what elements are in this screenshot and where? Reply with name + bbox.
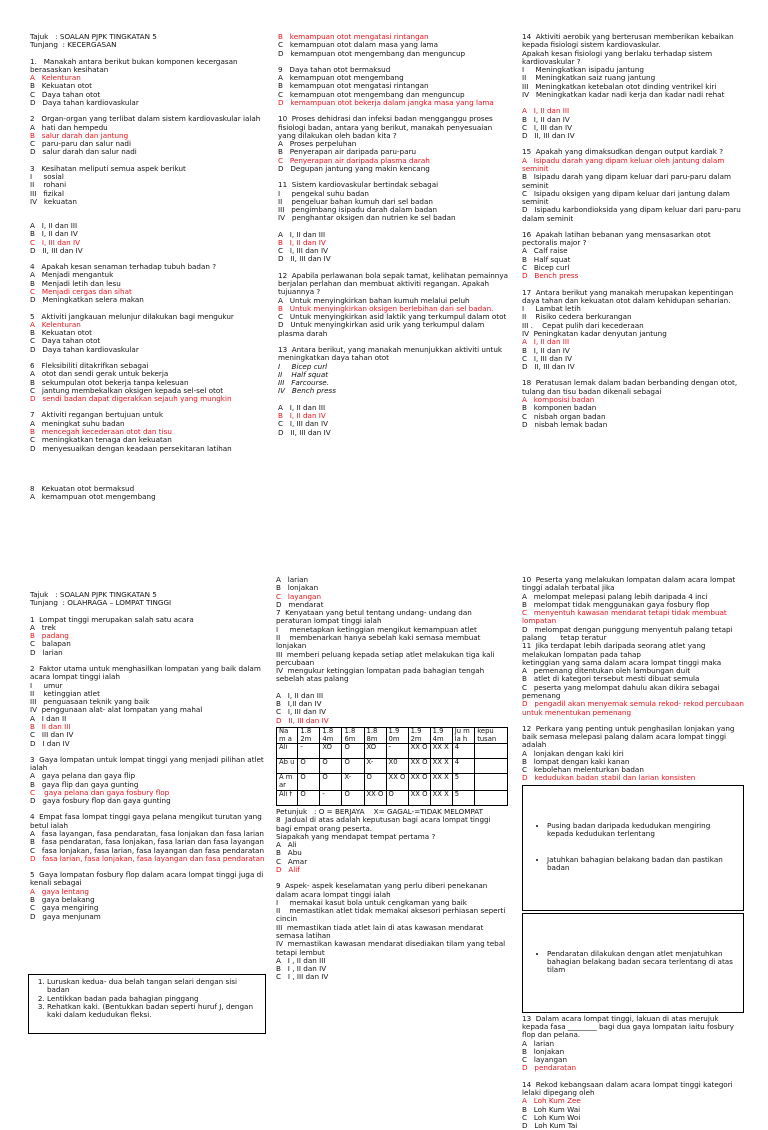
p2-q14-opt-d: D Loh Kum Tai bbox=[522, 1121, 578, 1130]
p1-q15-opt-b: B Isipadu darah yang dipam keluar dari paru-paru dalam seminit bbox=[522, 172, 734, 190]
p1-q6-opt-c: C jantung membekalkan oksigen kepada sel-sel otot bbox=[30, 385, 224, 395]
p1-q7-opt-b: B mencegah kecederaan otot dan tisu bbox=[30, 426, 172, 436]
table-cell: 5 bbox=[452, 774, 475, 791]
table-cell: X- bbox=[342, 774, 364, 791]
p1-q14-item-4: IV Meningkatkan kadar nadi kerja dan kadar nadi rehat bbox=[522, 89, 725, 99]
p2-q9-item-1: I memakai kasut bola untuk cengkaman yang baik bbox=[276, 897, 467, 907]
table-cell: - bbox=[320, 791, 342, 806]
p1-q4: 4 Apakah kesan senaman terhadap tubuh badan ? bbox=[30, 262, 217, 272]
p1-q5: 5 Aktiviti jangkauan melunjur dilakukan bagi mengukur bbox=[30, 311, 234, 321]
p2-q6-opt-c: C layangan bbox=[276, 591, 322, 601]
table-header-cell: 1.9 4m bbox=[430, 727, 452, 744]
p1-q8-opt-c: C kemampuan otot dalam masa yang lama bbox=[278, 40, 439, 50]
p2-q4-opt-b: B fasa pendaratan, fasa lonjakan, fasa larian dan fasa layangan bbox=[30, 837, 264, 847]
p2-q7-item-3: III memberi peluang kepada setiap atlet melakukan tiga kali percubaan bbox=[276, 649, 497, 667]
p1-q2: 2 Organ-organ yang terlibat dalam sistem kardiovaskular ialah bbox=[30, 114, 261, 124]
p2-q4-opt-a: A fasa layangan, fasa pendaratan, fasa lonjakan dan fasa larian bbox=[30, 829, 264, 839]
table-cell bbox=[475, 759, 508, 774]
p1-q13-item-3: III Farcourse. bbox=[278, 378, 330, 388]
p1-q13-opt-d: D II, III dan IV bbox=[278, 427, 331, 437]
p1-q3-item-3: III fizikal bbox=[30, 188, 64, 198]
p1-q18-opt-b: B komponen badan bbox=[522, 403, 597, 413]
p1-q18-opt-d: D nisbah lemak badan bbox=[522, 419, 608, 429]
p2-q7-opt-b: B I,II dan IV bbox=[276, 698, 322, 708]
table-cell: - bbox=[298, 744, 320, 759]
p1-q17-opt-b: B I, II dan IV bbox=[522, 345, 570, 355]
p1-q2-opt-b: B salur darah dan jantung bbox=[30, 130, 129, 140]
table-row bbox=[277, 744, 508, 759]
table-header-cell: 1.8 6m bbox=[342, 727, 364, 744]
page1-column-1 bbox=[30, 33, 262, 501]
p1-q3-opt-b: B I, II dan IV bbox=[30, 229, 78, 239]
p1-q10: 10 Proses dehidrasi dan infeksi badan mengganggu proses fisiologi badan, antara yang berikut, manakah penyesuaian yang dilakukan oleh badan kita ? bbox=[278, 114, 496, 140]
p2-q13-opt-c: C layangan bbox=[522, 1055, 568, 1065]
table-cell: O bbox=[342, 744, 364, 759]
table-header-row bbox=[277, 727, 508, 744]
p1-q6-opt-a: A otot dan sendi gerak untuk bekerja bbox=[30, 369, 169, 379]
p1-q4-opt-d: D Meningkatkan selera makan bbox=[30, 295, 144, 305]
p2-q1-opt-c: C balapan bbox=[30, 639, 71, 649]
p1-q17-opt-c: C I, III dan IV bbox=[522, 353, 573, 363]
p1-q9-opt-d: D kemampuan otot bekerja dalam jangka masa yang lama bbox=[278, 97, 494, 107]
p2-q9-opt-c: C I , III dan IV bbox=[276, 972, 329, 982]
p1-q9: 9 Daya tahan otot bermaksud bbox=[278, 64, 391, 74]
p1-q13-opt-c: C I, III dan IV bbox=[278, 419, 329, 429]
p2-q14-opt-b: B Loh Kum Wai bbox=[522, 1104, 581, 1114]
p1-q2-opt-a: A hati dan hempedu bbox=[30, 122, 108, 132]
p2-q3-opt-b: B gaya flip dan gaya gunting bbox=[30, 779, 139, 789]
p1-q1: 1. Manakah antara berikut bukan komponen kecergasan berasaskan kesihatan bbox=[30, 56, 240, 74]
p1-q1-opt-b: B Kekuatan otot bbox=[30, 81, 92, 91]
p2-q3-opt-d: D gaya fosbury flop dan gaya gunting bbox=[30, 796, 171, 806]
p2-phase-box-2 bbox=[522, 913, 744, 1013]
p1-q16-opt-d: D Bench press bbox=[522, 271, 579, 281]
p1-q15-opt-d: D Isipadu karbondioksida yang dipam keluar dari paru-paru dalam seminit bbox=[522, 205, 744, 223]
p2-q7-item-2: II membenarkan hanya sebelah kaki semasa membuat lonjakan bbox=[276, 632, 483, 651]
p1-q15-opt-a: A Isipadu darah yang dipam keluar oleh jantung dalam seminit bbox=[522, 155, 727, 173]
p2-q4-opt-c: C fasa lonjakan, fasa larian, fasa layangan dan fasa pendaratan bbox=[30, 845, 265, 855]
p2-q2-opt-d: D I dan IV bbox=[30, 738, 70, 748]
p1-q5-opt-c: C Daya tahan otot bbox=[30, 336, 101, 346]
p1-q6-opt-b: B sekumpulan otot bekerja tanpa kelesuan bbox=[30, 377, 189, 387]
table-cell: XO bbox=[320, 744, 342, 759]
p2-q8-opt-c: C Amar bbox=[276, 856, 308, 866]
table-cell bbox=[475, 774, 508, 791]
p1-q18: 18 Peratusan lemak dalam badan berbanding dengan otot, tulang dan tisu badan dikenali sebagai bbox=[522, 378, 740, 396]
p2-q5-opt-a: A gaya lentang bbox=[30, 886, 89, 896]
table-cell: O bbox=[320, 774, 342, 791]
p2-phase-box-1-item-2: • Jatuhkan bahagian belakang badan dan pastikan badan bbox=[547, 856, 737, 873]
p2-title: Tajuk : SOALAN PJPK TINGKATAN 5 bbox=[30, 590, 157, 599]
p2-q5-opt-b: B gaya belakang bbox=[30, 895, 95, 904]
p1-q5-opt-b: B Kekuatan otot bbox=[30, 328, 92, 338]
p1-q13-item-2: II Half squat bbox=[278, 369, 329, 379]
p1-q17: 17 Antara berikut yang manakah merupakan kepentingan daya tahan dan kekuatan otot dalam kehidupan seharian. bbox=[522, 287, 736, 305]
p2-q7-item-1: I menetapkan ketinggian mengikut kemampuan atlet bbox=[276, 624, 477, 634]
table-cell: 5 bbox=[452, 791, 475, 806]
p1-q11-opt-d: D II, III dan IV bbox=[278, 254, 331, 264]
p2-q11-opt-d: D pengadil akan menyemak semula rekod- rekod percubaan untuk menentukan pemenang bbox=[522, 699, 756, 717]
p1-q14-opt-d: D II, III dan IV bbox=[522, 131, 575, 141]
table-cell: O bbox=[364, 774, 386, 791]
p1-q11-opt-a: A I, II dan III bbox=[278, 229, 326, 239]
p2-q8-opt-b: B Abu bbox=[276, 848, 302, 858]
p1-q7-opt-d: D menyesuaikan dengan keadaan persekitaran latihan bbox=[30, 443, 232, 453]
p1-q9-opt-c: C kemampuan otot mengembang dan menguncup bbox=[278, 89, 465, 99]
p2-q13-opt-b: B lonjakan bbox=[522, 1046, 565, 1056]
p2-q3: 3 Gaya lompatan untuk lompat tinggi yang menjadi pilihan atlet ialah bbox=[30, 754, 267, 773]
p2-q1: 1 Lompat tinggi merupakan salah satu acara bbox=[30, 614, 194, 624]
p2-q5-opt-d: D gaya menjunam bbox=[30, 911, 101, 921]
p2-q8-opt-a: A Ali bbox=[276, 840, 297, 850]
p1-q6-opt-d: D sendi badan dapat digerakkan sejauh yang mungkin bbox=[30, 394, 232, 404]
p2-q1-opt-d: D larian bbox=[30, 647, 63, 657]
table-cell: Ali f bbox=[277, 791, 298, 806]
table-cell bbox=[475, 791, 508, 806]
p2-phase-box-1 bbox=[522, 785, 744, 911]
p2-q10-opt-b: B melompat tidak menggunakan gaya fosbury flop bbox=[522, 599, 710, 609]
p2-q11-opt-b: B atlet di kategori tersebut mesti dibuat semula bbox=[522, 674, 700, 684]
p2-q10-opt-d: D melompat dengan punggung menyentuh palang tetapi palang tetap teratur bbox=[522, 624, 735, 642]
table-cell bbox=[475, 744, 508, 759]
p2-phase-box-1-item-1: • Pusing badan daripada kedudukan mengiring kepada kedudukan terlentang bbox=[547, 822, 737, 839]
p2-q1-opt-b: B padang bbox=[30, 631, 69, 641]
p1-q4-opt-c: C Menjadi cergas dan sihat bbox=[30, 287, 132, 297]
p1-q17-item-2: II Risiko cedera berkurangan bbox=[522, 312, 632, 322]
p1-q11-opt-c: C I, III dan IV bbox=[278, 246, 329, 256]
p1-q9-opt-a: A kemampuan otot mengembang bbox=[278, 73, 404, 83]
p1-q1-opt-c: C Daya tahan otot bbox=[30, 89, 101, 99]
table-cell: X0 bbox=[386, 759, 408, 774]
p1-q11-item-2: II pengeluar bahan kumuh dari sel badan bbox=[278, 196, 433, 206]
p1-q12-opt-a: A Untuk menyingkirkan bahan kumuh melalui peluh bbox=[278, 295, 470, 305]
p2-q7-opt-d: D II, III dan IV bbox=[276, 715, 329, 725]
p1-q14-opt-a: A I, II dan III bbox=[522, 106, 570, 116]
table-cell: 4 bbox=[452, 759, 475, 774]
p1-q7-opt-a: A meningkat suhu badan bbox=[30, 418, 125, 428]
p2-q9-item-2: II memastikan atlet tidak memakai aksesori perhiasan seperti cincin bbox=[276, 906, 520, 924]
p1-q13: 13 Antara berikut, yang manakah menunjukkan aktiviti untuk meningkatkan daya tahan otot bbox=[278, 345, 505, 363]
table-row bbox=[277, 791, 508, 806]
p2-q14-opt-a: A Loh Kum Zee bbox=[522, 1096, 581, 1106]
p2-q2-item-4: IV penggunaan alat- alat lompatan yang mahal bbox=[30, 705, 203, 715]
p1-q3-opt-a: A I, II dan III bbox=[30, 221, 78, 231]
p2-q11-stem: ketinggian yang sama dalam acara lompat tinggi maka bbox=[522, 657, 722, 667]
table-row bbox=[277, 774, 508, 791]
p2-q4: 4 Empat fasa lompat tinggi gaya pelana mengikut turutan yang betul ialah bbox=[30, 812, 265, 830]
p1-q8-opt-d: D kemampuan otot mengembang dan menguncup bbox=[278, 48, 466, 58]
table-cell: A m ar bbox=[277, 774, 298, 791]
p2-q8-stem: Siapakah yang mendapat tempat pertama ? bbox=[276, 831, 436, 841]
table-cell: O bbox=[298, 791, 320, 806]
p1-q14: 14 Aktiviti aerobik yang berterusan memberikan kebaikan kepada fisiologi sistem kardiovaskular. bbox=[522, 32, 736, 50]
p2-q11-opt-c: C peserta yang melompat dahulu akan dikira sebagai pemenang bbox=[522, 682, 722, 700]
p1-q3: 3 Kesihatan meliputi semua aspek berikut bbox=[30, 163, 186, 173]
p1-q10-opt-a: A Proses perpeluhan bbox=[278, 139, 357, 149]
p2-q8-opt-d: D Alif bbox=[276, 865, 300, 874]
p1-q16-opt-c: C Bicep curl bbox=[522, 263, 570, 273]
p1-q11-item-1: I pengekal suhu badan bbox=[278, 188, 369, 198]
p1-q17-item-1: I Lambat letih bbox=[522, 304, 581, 314]
p1-q10-opt-b: B Penyerapan air daripada paru-paru bbox=[278, 147, 417, 157]
p2-phase-box-2-item-1: • Pendaratan dilakukan dengan atlet menjatuhkan bahagian belakang badan secara terlentang di atas tilam bbox=[547, 950, 737, 975]
p1-q16-opt-b: B Half squat bbox=[522, 254, 571, 264]
p1-q17-opt-a: A I, II dan III bbox=[522, 337, 570, 347]
table-row bbox=[277, 759, 508, 774]
p2-q12-opt-a: A lonjakan dengan kaki kiri bbox=[522, 748, 624, 758]
p2-q10: 10 Peserta yang melakukan lompatan dalam acara lompat tinggi adalah terbatal jika bbox=[522, 575, 738, 593]
table-cell: XX X bbox=[430, 774, 452, 791]
table-cell: XX X bbox=[430, 759, 452, 774]
p1-q2-opt-c: C paru-paru dan salur nadi bbox=[30, 139, 131, 149]
page1-column-3 bbox=[522, 33, 744, 429]
p1-q17-item-3: III . Cepat pulih dari kecederaan bbox=[522, 320, 644, 330]
table-header-cell: 1.9 2m bbox=[408, 727, 430, 744]
p1-q15: 15 Apakah yang dimaksudkan dengan output kardiak ? bbox=[522, 147, 724, 157]
p2-q9: 9 Aspek- aspek keselamatan yang perlu diberi penekanan dalam acara lompat tinggi ialah bbox=[276, 881, 490, 899]
p1-q4-opt-b: B Menjadi letih dan lesu bbox=[30, 278, 121, 288]
p2-q7: 7 Kenyataan yang betul tentang undang- undang dan peraturan lompat tinggi ialah bbox=[276, 608, 475, 626]
p1-q14-opt-c: C I, III dan IV bbox=[522, 122, 573, 132]
p1-q17-opt-d: D II, III dan IV bbox=[522, 362, 575, 372]
table-cell: X- bbox=[364, 759, 386, 774]
p1-q16-opt-a: A Calf raise bbox=[522, 246, 568, 256]
p2-step-1: 1. Luruskan kedua- dua belah tangan selari dengan sisi badan bbox=[47, 978, 261, 995]
p1-q11: 11 Sistem kardiovaskular bertindak sebagai bbox=[278, 180, 439, 190]
p2-q2-opt-c: C III dan IV bbox=[30, 730, 74, 740]
p1-q15-opt-c: C Isipadu oksigen yang dipam keluar dari jantung dalam seminit bbox=[522, 188, 733, 207]
p1-q12-opt-c: C Untuk menyingkirkan asid laktik yang terkumpul dalam otot bbox=[278, 312, 507, 322]
p1-q4-opt-a: A Menjadi mengantuk bbox=[30, 270, 114, 280]
p2-q10-opt-a: A melompat melepasi palang lebih daripada 4 inci bbox=[522, 591, 708, 601]
table-header-cell: 1.8 4m bbox=[320, 727, 342, 744]
p1-q8: 8 Kekuatan otot bermaksud bbox=[30, 483, 135, 493]
p1-q11-item-4: IV penghantar oksigen dan nutrien ke sel badan bbox=[278, 213, 456, 223]
table-cell: XX O bbox=[386, 774, 408, 791]
table-cell: XX O bbox=[408, 791, 430, 806]
p1-q3-opt-c: C I, III dan IV bbox=[30, 237, 81, 247]
p1-q14-stem: Apakah kesan fisiologi yang berlaku terhadap sistem kardiovaskular ? bbox=[522, 48, 715, 66]
p2-q2-item-3: III penguasaan teknik yang baik bbox=[30, 697, 150, 707]
table-header-cell: Ju m la h bbox=[452, 727, 475, 744]
table-header-cell: 1.9 0m bbox=[386, 727, 408, 744]
p2-q9-item-4: IV memastikan kawasan mendarat disediakan tilam yang tebal tetapi lembut bbox=[276, 939, 519, 957]
p2-q12-opt-b: B lompat dengan kaki kanan bbox=[522, 756, 630, 766]
p2-q2-item-2: II ketinggian atlet bbox=[30, 688, 100, 698]
table-cell: XX X bbox=[430, 744, 452, 759]
p2-q4-opt-d: D fasa larian, fasa lonjakan, fasa layangan dan fasa pendaratan bbox=[30, 853, 265, 863]
p1-q14-item-1: I Meningkatkan isipadu jantung bbox=[522, 65, 644, 75]
p2-q5: 5 Gaya lompatan fosbury flop dalam acara lompat tinggi juga di kenali sebagai bbox=[30, 870, 266, 888]
table-header-cell: Na m a bbox=[277, 727, 298, 744]
p2-q12-opt-c: C kebolehan melenturkan badan bbox=[522, 765, 644, 775]
p1-q1-opt-a: A Kelenturan bbox=[30, 73, 81, 83]
p1-q14-item-3: III Meningkatkan ketebalan otot dinding ventrikel kiri bbox=[522, 81, 717, 91]
p2-step-2: 2. Lentikkan badan pada bahagian pinggang bbox=[47, 995, 261, 1003]
p1-q14-opt-b: B I, II dan IV bbox=[522, 114, 570, 124]
p1-q10-opt-d: D Degupan jantung yang makin kencang bbox=[278, 163, 430, 173]
p2-q9-opt-a: A I , II dan III bbox=[276, 955, 326, 965]
p1-q5-opt-a: A Kelenturan bbox=[30, 319, 81, 329]
table-cell: O bbox=[342, 791, 364, 806]
table-cell: 4 bbox=[452, 744, 475, 759]
p2-q11: 11 Jika terdapat lebih daripada seorang atlet yang melakukan lompatan pada tahap bbox=[522, 641, 708, 659]
p1-q18-opt-a: A komposisi badan bbox=[522, 394, 595, 404]
results-table bbox=[276, 727, 508, 806]
table-header-cell: 1.8 8m bbox=[364, 727, 386, 744]
p2-step-3: 3. Rehatkan kaki. (Bentukkan badan seperti huruf J, dengan kaki dalam kedudukan fleksi. bbox=[47, 1003, 261, 1020]
p2-q3-opt-c: C gaya pelana dan gaya fosbury flop bbox=[30, 787, 170, 797]
p2-q2: 2 Faktor utama untuk menghasilkan lompatan yang baik dalam acara lompat tinggi ialah bbox=[30, 663, 264, 682]
p2-q14-opt-c: C Loh Kum Woi bbox=[522, 1112, 581, 1122]
p1-q13-opt-a: A I, II dan III bbox=[278, 402, 326, 412]
table-cell: XX O bbox=[408, 774, 430, 791]
p2-q9-opt-b: B I , II dan IV bbox=[276, 964, 327, 974]
p1-q5-opt-d: D Daya tahan kardiovaskular bbox=[30, 344, 139, 354]
p1-q9-opt-b: B kemampuan otot mengatasi rintangan bbox=[278, 81, 429, 91]
table-cell: O bbox=[320, 759, 342, 774]
page2-column-3 bbox=[522, 575, 756, 1130]
p2-q1-opt-a: A trek bbox=[30, 622, 56, 632]
p2-q6-opt-b: B lonjakan bbox=[276, 583, 319, 593]
p2-q13-opt-d: D pendaratan bbox=[522, 1063, 577, 1073]
table-cell: Ab u bbox=[277, 759, 298, 774]
p2-q14: 14 Rekod kebangsaan dalam acara lompat tinggi kategori lelaki dipegang oleh bbox=[522, 1079, 735, 1098]
p1-q16: 16 Apakah latihan bebanan yang mensasarkan otot pectoralis major ? bbox=[522, 229, 713, 248]
p1-q14-item-2: II Meningkatkan saiz ruang jantung bbox=[522, 73, 656, 83]
table-header-cell: 1.8 2m bbox=[298, 727, 320, 744]
p2-q2-item-1: I umur bbox=[30, 680, 63, 690]
p1-q2-opt-d: D salur darah dan salur nadi bbox=[30, 147, 137, 157]
p1-q12-opt-d: D Untuk menyingkirkan asid urik yang terkumpul dalam plasma darah bbox=[278, 320, 487, 338]
p1-q3-item-1: I sosial bbox=[30, 171, 64, 181]
p2-q6-opt-d: D mendarat bbox=[276, 599, 324, 609]
p1-q7-opt-c: C meningkatkan tenaga dan kekuatan bbox=[30, 435, 172, 445]
p1-q8-opt-b: B kemampuan otot mengatasi rintangan bbox=[278, 32, 429, 41]
table-cell: O bbox=[298, 759, 320, 774]
p2-legend: Petunjuk : O = BERJAYA X= GAGAL-=TIDAK MELOMPAT bbox=[276, 807, 484, 817]
page2-column-2 bbox=[276, 575, 520, 982]
p1-q3-item-2: II rohani bbox=[30, 180, 67, 190]
table-cell: XX X bbox=[430, 791, 452, 806]
p2-q6-opt-a: A larian bbox=[276, 575, 309, 584]
p1-q10-opt-c: C Penyerapan air daripada plasma darah bbox=[278, 155, 430, 165]
p2-q3-opt-a: A gaya pelana dan gaya flip bbox=[30, 771, 136, 781]
p1-q17-item-4: IV Peningkatan kadar denyutan jantung bbox=[522, 329, 667, 338]
table-cell: XX O bbox=[408, 744, 430, 759]
p1-q7: 7 Aktiviti regangan bertujuan untuk bbox=[30, 410, 163, 420]
p1-q8-opt-a: A kemampuan otot mengembang bbox=[30, 492, 156, 502]
p2-q10-opt-c: C menyentuh kawasan mendarat tetapi tidak membuat lompatan bbox=[522, 608, 730, 626]
p1-q13-item-4: IV Bench press bbox=[278, 386, 337, 396]
table-cell: XX O bbox=[364, 791, 386, 806]
table-cell: XX O bbox=[408, 759, 430, 774]
p1-q12-opt-b: B Untuk menyingkirkan oksigen berlebihan dari sel badan. bbox=[278, 303, 494, 313]
p2-tunjang: Tunjang : OLAHRAGA – LOMPAT TINGGI bbox=[30, 598, 172, 608]
p1-tunjang: Tunjang : KECERGASAN bbox=[30, 40, 117, 50]
p1-q11-item-3: III pengimbang isipadu darah dalam badan bbox=[278, 205, 438, 215]
p2-steps-box bbox=[28, 974, 266, 1034]
p2-q2-opt-a: A I dan II bbox=[30, 713, 67, 723]
table-cell: - bbox=[386, 744, 408, 759]
p2-q5-opt-c: C gaya mengiring bbox=[30, 903, 99, 913]
page2-column-1 bbox=[30, 591, 266, 921]
p1-q11-opt-b: B I, II dan IV bbox=[278, 237, 326, 247]
p2-q13: 13 Dalam acara lompat tinggi, lakuan di atas merujuk kepada fasa ________ bagi dua gaya lompatan iaitu fosbury flop dan pelana. bbox=[522, 1013, 737, 1040]
p2-q7-opt-a: A I, II dan III bbox=[276, 690, 324, 700]
p2-q2-opt-b: B II dan III bbox=[30, 721, 71, 731]
p1-q18-opt-c: C nisbah organ badan bbox=[522, 411, 606, 421]
p2-q13-opt-a: A larian bbox=[522, 1038, 555, 1048]
p1-q13-opt-b: B I, II dan IV bbox=[278, 410, 326, 420]
table-cell: XO bbox=[364, 744, 386, 759]
p1-q3-opt-d: D II, III dan IV bbox=[30, 245, 83, 255]
table-cell: O bbox=[298, 774, 320, 791]
table-cell: O bbox=[386, 791, 408, 806]
p2-q7-opt-c: C I, III dan IV bbox=[276, 707, 327, 717]
p1-q1-opt-d: D Daya tahan kardiovaskular bbox=[30, 97, 139, 107]
p2-q8: 8 Jadual di atas adalah keputusan bagi acara lompat tinggi bagi empat orang peserta. bbox=[276, 815, 493, 833]
table-header-cell: kepu tusan bbox=[475, 727, 508, 744]
p1-q12: 12 Apabila perlawanan bola sepak tamat, kelihatan pemainnya berjalan perlahan dan membuat aktiviti regangan. Apakah tujuannya ? bbox=[278, 270, 511, 297]
table-cell: Ali bbox=[277, 744, 298, 759]
p2-q12-opt-d: D kedudukan badan stabil dan larian konsisten bbox=[522, 773, 696, 783]
p2-q12: 12 Perkara yang penting untuk penghasilan lonjakan yang baik semasa melepasi palang dalam acara lompat tinggi adalah bbox=[522, 723, 737, 750]
page1-column-2 bbox=[278, 32, 511, 437]
p1-title: Tajuk : SOALAN PJPK TINGKATAN 5 bbox=[30, 32, 157, 41]
table-cell: O bbox=[342, 759, 364, 774]
p1-q3-item-4: IV kekuatan bbox=[30, 196, 77, 206]
p2-q7-item-4: IV mengukur ketinggian lompatan pada bahagian tengah sebelah atas palang bbox=[276, 666, 487, 684]
p1-q6: 6 Fleksibiliti ditakrifkan sebagai bbox=[30, 361, 149, 370]
p1-q13-item-1: I Bicep curl bbox=[278, 361, 328, 371]
p2-q9-item-3: III memastikan tiada atlet lain di atas kawasan mendarat semasa latihan bbox=[276, 922, 486, 940]
p2-q11-opt-a: A pemenang ditentukan oleh lambungan duit bbox=[522, 666, 691, 676]
